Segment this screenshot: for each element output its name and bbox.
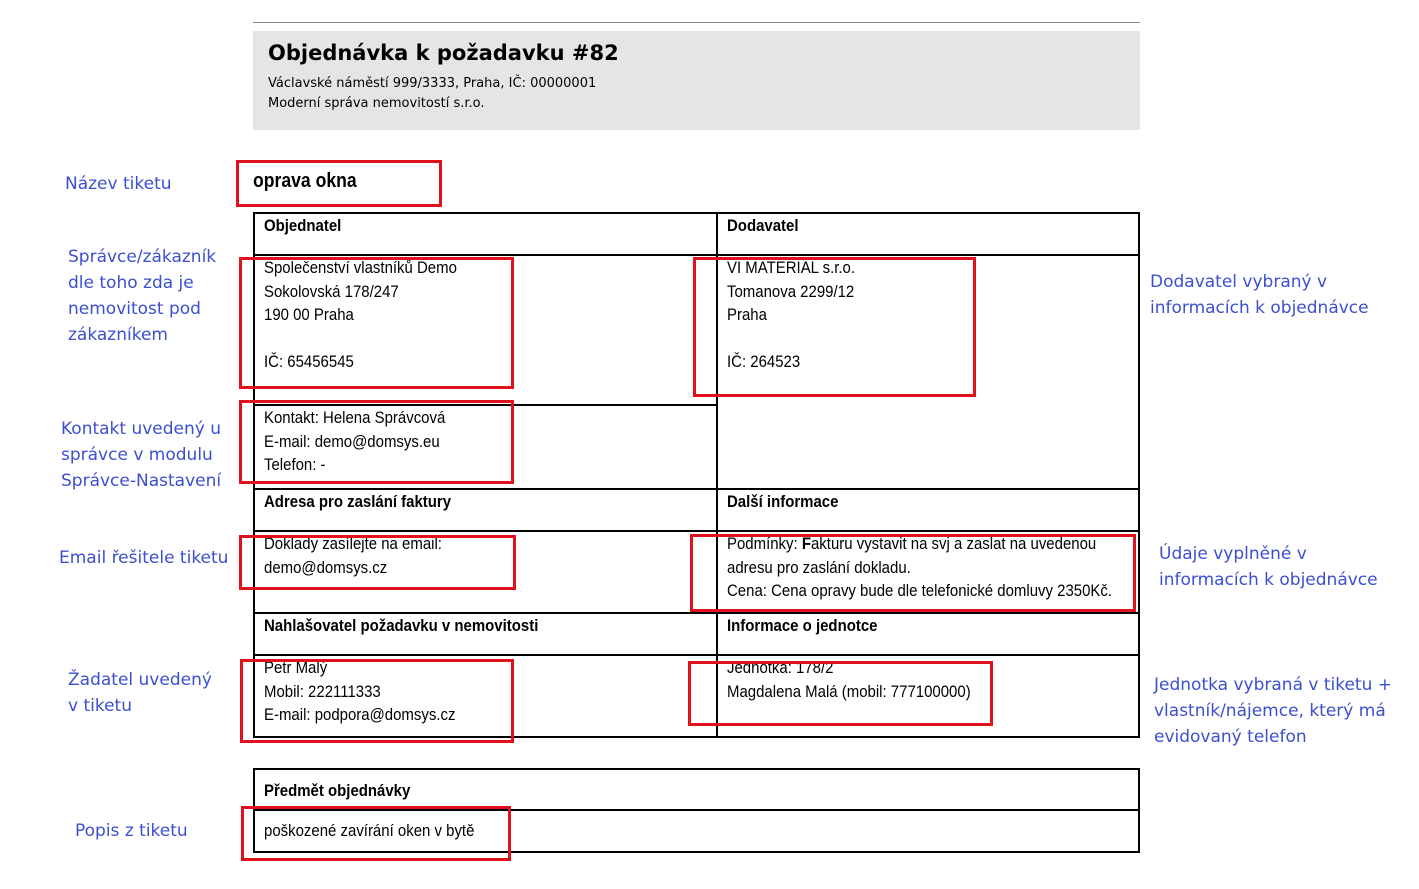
invoice-line: Doklady zasílejte na email:: [264, 534, 442, 553]
highlight-supplier: [693, 257, 976, 397]
annotation-solver-email: Email řešitele tiketu: [59, 548, 229, 568]
conditions-line: Podmínky: Fakturu vystavit na svj a zaslat na uvedenou: [726, 534, 1096, 553]
orderer-ico: IČ: 65456545: [264, 352, 354, 371]
orderer-line: Sokolovská 178/247: [264, 281, 399, 301]
unit-owner: Magdalena Malá (mobil: 777100000): [726, 681, 971, 701]
orderer-heading: Objednatel: [254, 213, 717, 255]
supplier-line: VI MATERIAL s.r.o.: [726, 258, 855, 277]
highlight-invoice-email: [239, 535, 516, 590]
orderer-line: Společenství vlastníků Demo: [264, 258, 457, 277]
annotation-ticket-name: Název tiketu: [65, 174, 172, 194]
invoice-email: demo@domsys.cz: [264, 557, 388, 577]
issuer-address: Václavské náměstí 999/3333, Praha, IČ: 00000001: [268, 76, 597, 91]
contact-phone: Telefon: -: [264, 455, 326, 474]
contact-name: Kontakt: Helena Správcová: [264, 408, 446, 427]
annotation-manager-customer: Správce/zákazník dle toho zda je nemovitost pod zákazníkem: [68, 247, 217, 345]
highlight-subject: [241, 806, 511, 861]
order-subject-heading: Předmět objednávky: [255, 770, 1138, 811]
highlight-contact: [239, 400, 514, 484]
highlight-reporter: [240, 659, 514, 743]
ticket-title: oprava okna: [253, 170, 357, 192]
annotation-unit: Jednotka vybraná v tiketu + vlastník/nájemce, který má evidovaný telefon: [1154, 675, 1393, 747]
annotation-filled-info: Údaje vyplněné v informacích k objednávce: [1159, 544, 1378, 590]
top-rule: [253, 22, 1140, 23]
document-title: Objednávka k požadavku #82: [268, 41, 619, 65]
orderer-line: 190 00 Praha: [264, 305, 354, 324]
reporter-name: Petr Malý: [264, 658, 328, 677]
supplier-ico: IČ: 264523: [726, 352, 800, 371]
annotation-supplier: Dodavatel vybraný v informacích k objednávce: [1150, 272, 1369, 318]
supplier-line: Tomanova 2299/12: [726, 281, 854, 301]
annotation-requester: Žadatel uvedený v tiketu: [68, 670, 212, 716]
supplier-heading: Dodavatel: [717, 213, 1140, 255]
reporter-mobile: Mobil: 222111333: [264, 681, 381, 701]
annotation-contact: Kontakt uvedený u správce v modulu Správce-Nastavení: [61, 419, 222, 491]
unit-number: Jednotka: 178/2: [726, 658, 833, 677]
other-info-heading: Další informace: [717, 489, 1140, 531]
reporter-heading: Nahlašovatel požadavku v nemovitosti: [254, 613, 717, 655]
supplier-line: Praha: [726, 305, 767, 324]
highlight-other-info: [690, 534, 1136, 612]
contact-email: E-mail: demo@domsys.eu: [264, 431, 440, 451]
highlight-unit: [688, 661, 993, 726]
issuer-company: Moderní správa nemovitostí s.r.o.: [268, 96, 485, 111]
reporter-email: E-mail: podpora@domsys.cz: [264, 705, 456, 724]
order-subject-text: poškozené zavírání oken v bytě: [264, 821, 475, 840]
invoice-address-heading: Adresa pro zaslání faktury: [254, 489, 717, 531]
highlight-orderer: [239, 257, 514, 389]
price-line: Cena: Cena opravy bude dle telefonické domluvy 2350Kč.: [726, 581, 1112, 600]
conditions-line-2: adresu pro zaslání dokladu.: [726, 557, 911, 577]
unit-info-heading: Informace o jednotce: [717, 613, 1140, 655]
document-header: [253, 31, 1140, 130]
annotation-description: Popis z tiketu: [75, 821, 188, 841]
highlight-ticket-title: [236, 160, 442, 207]
